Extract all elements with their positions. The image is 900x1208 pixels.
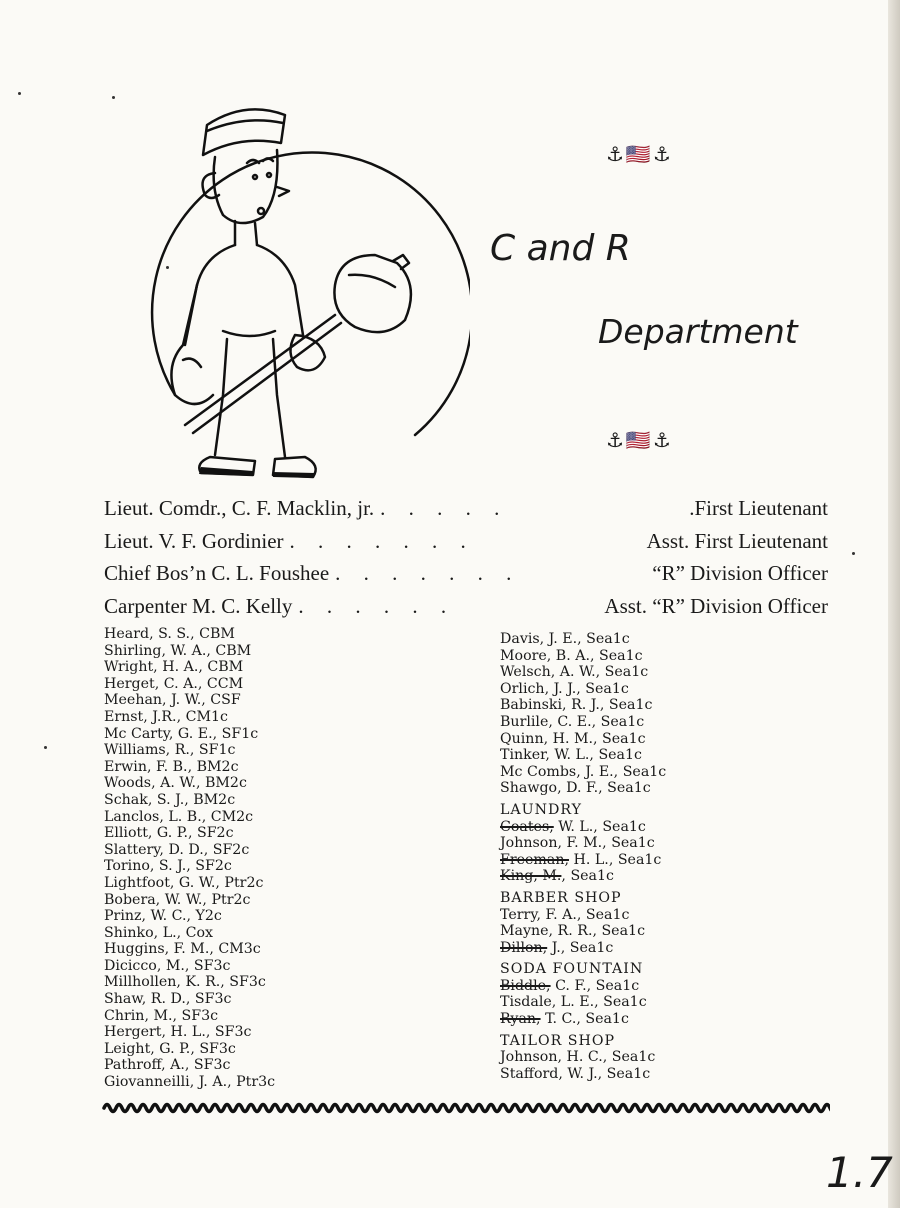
wavy-divider <box>102 1098 830 1118</box>
entry-text: Mayne, R. R., Sea1c <box>500 923 646 940</box>
section-heading-barber-shop: BARBER SHOP <box>500 889 622 906</box>
roster-entry <box>500 835 666 852</box>
struck-name: Coates, <box>500 818 554 835</box>
section-heading-tailor-shop: TAILOR SHOP <box>500 1032 616 1049</box>
entry-text: H. L., Sea1c <box>568 851 662 868</box>
struck-name: Biddle, <box>500 977 551 994</box>
roster-entry: Williams, R., SF1c <box>104 742 236 759</box>
roster-entry <box>500 1066 666 1083</box>
roster-entry: Chrin, M., SF3c <box>104 1007 219 1024</box>
entry-text: C. F., Sea1c <box>550 977 640 994</box>
officer-row <box>104 590 828 623</box>
entry-text: Johnson, H. C., Sea1c <box>500 1049 656 1066</box>
roster-entry: Torino, S. J., SF2c <box>104 858 232 875</box>
roster-entry: Bobera, W. W., Ptr2c <box>104 891 251 908</box>
anchor-flag-ornament: ⚓🇺🇸⚓ <box>606 428 673 452</box>
roster-entry: Tinker, W. L., Sea1c <box>500 747 642 764</box>
roster-entry: Prinz, W. C., Y2c <box>104 908 222 925</box>
roster-entry <box>500 852 666 869</box>
leader-dots: . . . . . . . <box>289 528 475 553</box>
sailor-hammer-illustration <box>135 95 470 490</box>
roster-entry <box>500 907 666 924</box>
roster-entry <box>500 994 666 1011</box>
officer-name: Lieut. V. F. Gordinier <box>104 528 284 553</box>
officer-name: Lieut. Comdr., C. F. Macklin, jr. <box>104 496 375 520</box>
paper-speck <box>112 96 115 99</box>
page-title-line2: Department <box>598 312 798 351</box>
roster-entry: Wright, H. A., CBM <box>104 659 244 676</box>
officer-name: Carpenter M. C. Kelly <box>104 593 293 618</box>
entry-text: Johnson, F. M., Sea1c <box>500 835 655 852</box>
roster-entry <box>500 868 666 885</box>
roster-entry: Erwin, F. B., BM2c <box>104 758 239 775</box>
leader-dots: . . . . . . . <box>335 561 521 586</box>
struck-name: Ryan, <box>500 1011 541 1028</box>
page-title-line1: C and R <box>490 228 631 269</box>
roster-entry: Quinn, H. M., Sea1c <box>500 730 646 747</box>
page-number: 1.7 <box>826 1148 893 1197</box>
roster-left-column <box>104 626 275 1091</box>
paper-speck <box>44 746 47 749</box>
roster-entry: Schak, S. J., BM2c <box>104 791 236 808</box>
roster-entry: Orlich, J. J., Sea1c <box>500 680 629 697</box>
roster-entry: Slattery, D. D., SF2c <box>104 841 250 858</box>
struck-name: King, M. <box>500 868 562 885</box>
roster-entry: Huggins, F. M., CM3c <box>104 941 261 958</box>
roster-entry: Burlile, C. E., Sea1c <box>500 713 645 730</box>
roster-entry <box>500 1049 666 1066</box>
struck-name: Dillon, <box>500 939 548 956</box>
officer-title: .First Lieutenant <box>689 496 828 520</box>
roster-entry <box>500 1011 666 1028</box>
entry-text: Terry, F. A., Sea1c <box>500 906 630 923</box>
officer-list <box>104 492 828 622</box>
roster-entry: Giovanneilli, J. A., Ptr3c <box>104 1074 276 1091</box>
roster-entry: Davis, J. E., Sea1c <box>500 631 630 647</box>
roster-right-column <box>500 631 666 1082</box>
roster-entry: Dicicco, M., SF3c <box>104 957 231 974</box>
roster-entry: Woods, A. W., BM2c <box>104 775 247 792</box>
roster-entry <box>500 819 666 836</box>
roster-entry: Babinski, R. J., Sea1c <box>500 697 653 714</box>
entry-text: , Sea1c <box>561 868 614 885</box>
roster-entry: Moore, B. A., Sea1c <box>500 647 643 664</box>
officer-row <box>104 525 828 558</box>
officer-title: Asst. “R” Division Officer <box>604 593 828 618</box>
roster-entry: Hergert, H. L., SF3c <box>104 1024 252 1041</box>
roster-entry: Lanclos, L. B., CM2c <box>104 808 254 825</box>
roster-entry: Herget, C. A., CCM <box>104 675 244 692</box>
roster-entry: Elliott, G. P., SF2c <box>104 825 234 842</box>
roster-entry: Shawgo, D. F., Sea1c <box>500 780 651 797</box>
roster-entry: Mc Carty, G. E., SF1c <box>104 725 259 742</box>
roster-entry: Heard, S. S., CBM <box>104 626 235 642</box>
leader-dots: . . . . . <box>380 496 509 520</box>
section-heading-soda-fountain: SODA FOUNTAIN <box>500 961 644 978</box>
anchor-flag-ornament: ⚓🇺🇸⚓ <box>606 142 673 166</box>
struck-name: Freeman, <box>500 851 569 868</box>
entry-text: J., Sea1c <box>547 939 614 956</box>
roster-entry: Mc Combs, J. E., Sea1c <box>500 763 667 780</box>
entry-text: Stafford, W. J., Sea1c <box>500 1065 651 1082</box>
roster-entry: Shinko, L., Cox <box>104 924 214 941</box>
roster-entry: Millhollen, K. R., SF3c <box>104 974 266 991</box>
seamen-list <box>500 631 666 797</box>
paper-speck <box>18 92 21 95</box>
entry-text: Tisdale, L. E., Sea1c <box>500 994 647 1011</box>
roster-entry: Lightfoot, G. W., Ptr2c <box>104 874 264 891</box>
officer-name: Chief Bos’n C. L. Foushee <box>104 561 330 586</box>
page-edge-shadow <box>888 0 900 1208</box>
leader-dots: . . . . . . <box>298 593 456 618</box>
roster-entry: Pathroff, A., SF3c <box>104 1057 231 1074</box>
roster-entry <box>500 978 666 995</box>
paper-speck <box>166 266 169 269</box>
officer-title: Asst. First Lieutenant <box>646 528 828 553</box>
officer-row <box>104 492 828 525</box>
roster-entry <box>500 923 666 940</box>
roster-entry: Leight, G. P., SF3c <box>104 1040 236 1057</box>
roster-entry: Welsch, A. W., Sea1c <box>500 664 649 681</box>
roster-entry: Shaw, R. D., SF3c <box>104 991 232 1008</box>
roster-entry: Meehan, J. W., CSF <box>104 692 241 709</box>
roster-entry: Ernst, J.R., CM1c <box>104 708 228 725</box>
officer-row <box>104 557 828 590</box>
shop-sections <box>500 802 666 1083</box>
roster-entry: Shirling, W. A., CBM <box>104 642 252 659</box>
entry-text: W. L., Sea1c <box>553 818 646 835</box>
section-heading-laundry: LAUNDRY <box>500 801 583 818</box>
paper-speck <box>852 552 855 555</box>
roster-entry <box>500 940 666 957</box>
officer-title: “R” Division Officer <box>652 561 828 586</box>
entry-text: T. C., Sea1c <box>540 1011 629 1028</box>
